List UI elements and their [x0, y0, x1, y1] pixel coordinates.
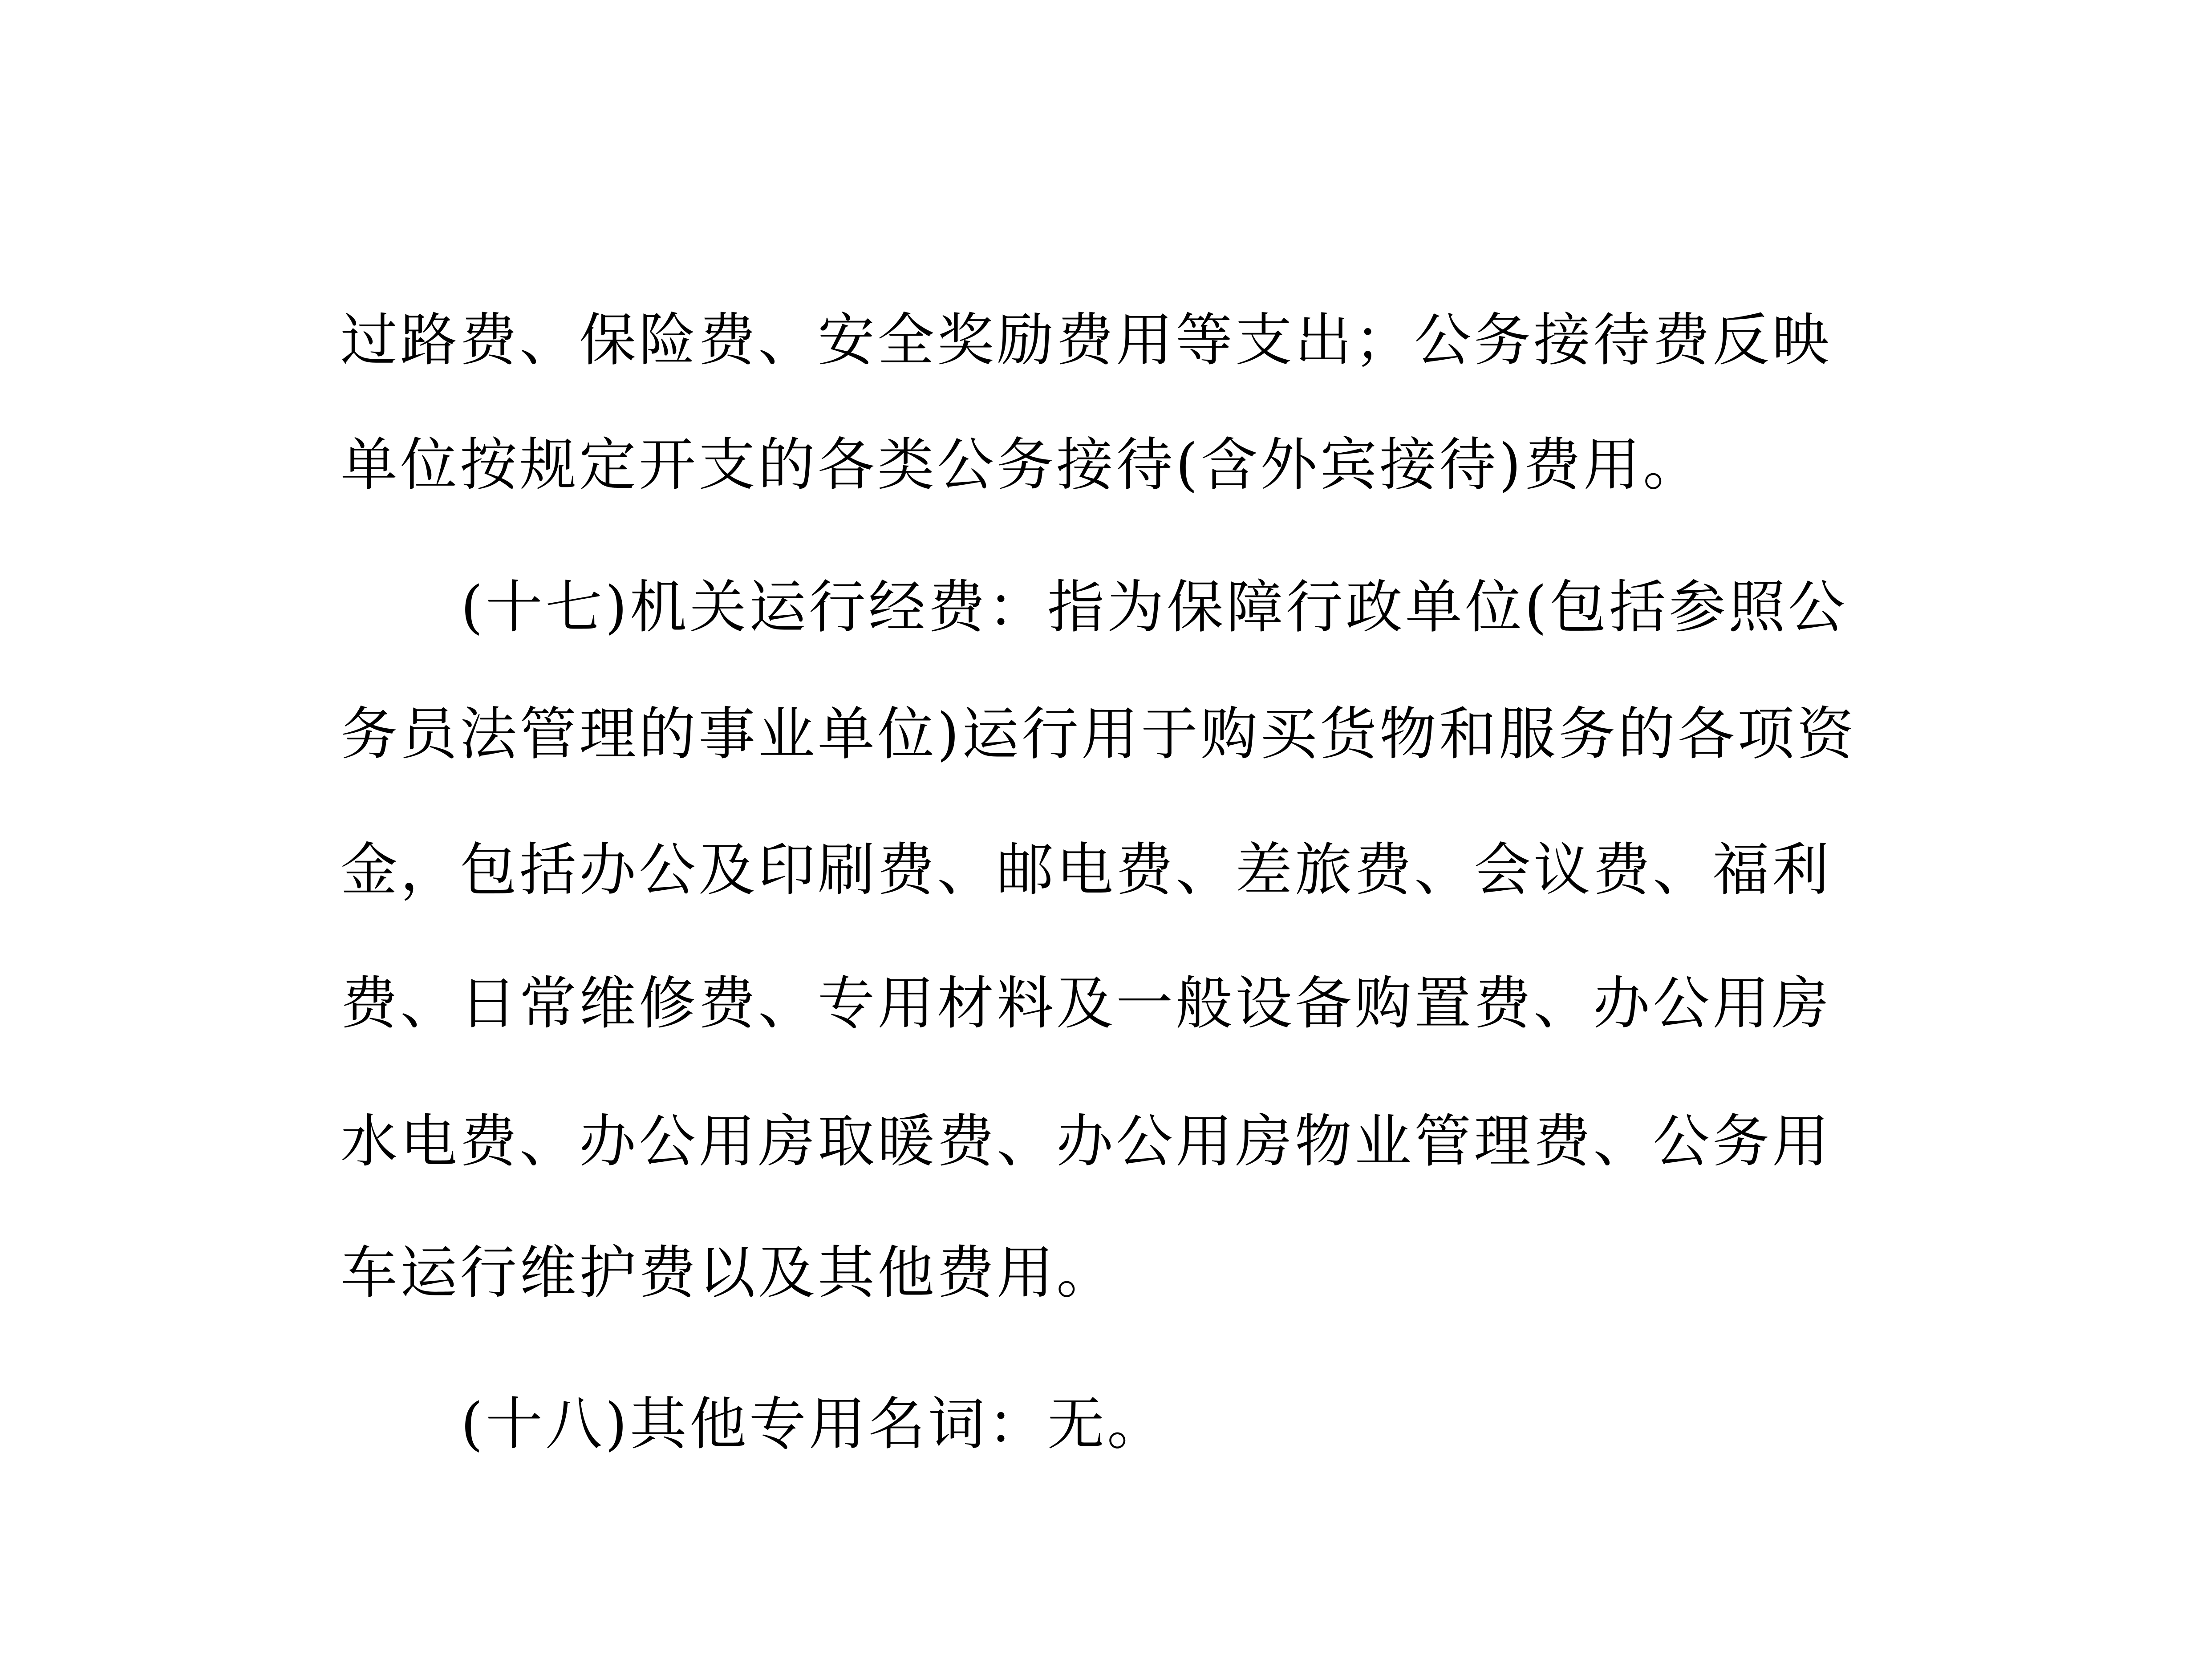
paragraph-line-2: 单位按规定开支的各类公务接待(含外宾接待)费用。 [341, 432, 1703, 498]
paragraph-line-1: 过路费、保险费、安全奖励费用等支出；公务接待费反映 [341, 307, 1832, 373]
paragraph-line-6: 费、日常维修费、专用材料及一般设备购置费、办公用房 [341, 970, 1832, 1037]
paragraph-line-7: 水电费、办公用房取暖费、办公用房物业管理费、公务用 [341, 1108, 1832, 1175]
paragraph-line-8: 车运行维护费以及其他费用。 [341, 1240, 1116, 1306]
paragraph-line-4: 务员法管理的事业单位)运行用于购买货物和服务的各项资 [341, 701, 1857, 767]
paragraph-line-9: (十八)其他专用名词：无。 [461, 1391, 1167, 1457]
paragraph-line-3: (十七)机关运行经费：指为保障行政单位(包括参照公 [461, 574, 1848, 641]
paragraph-line-5: 金，包括办公及印刷费、邮电费、差旅费、会议费、福利 [341, 837, 1832, 903]
